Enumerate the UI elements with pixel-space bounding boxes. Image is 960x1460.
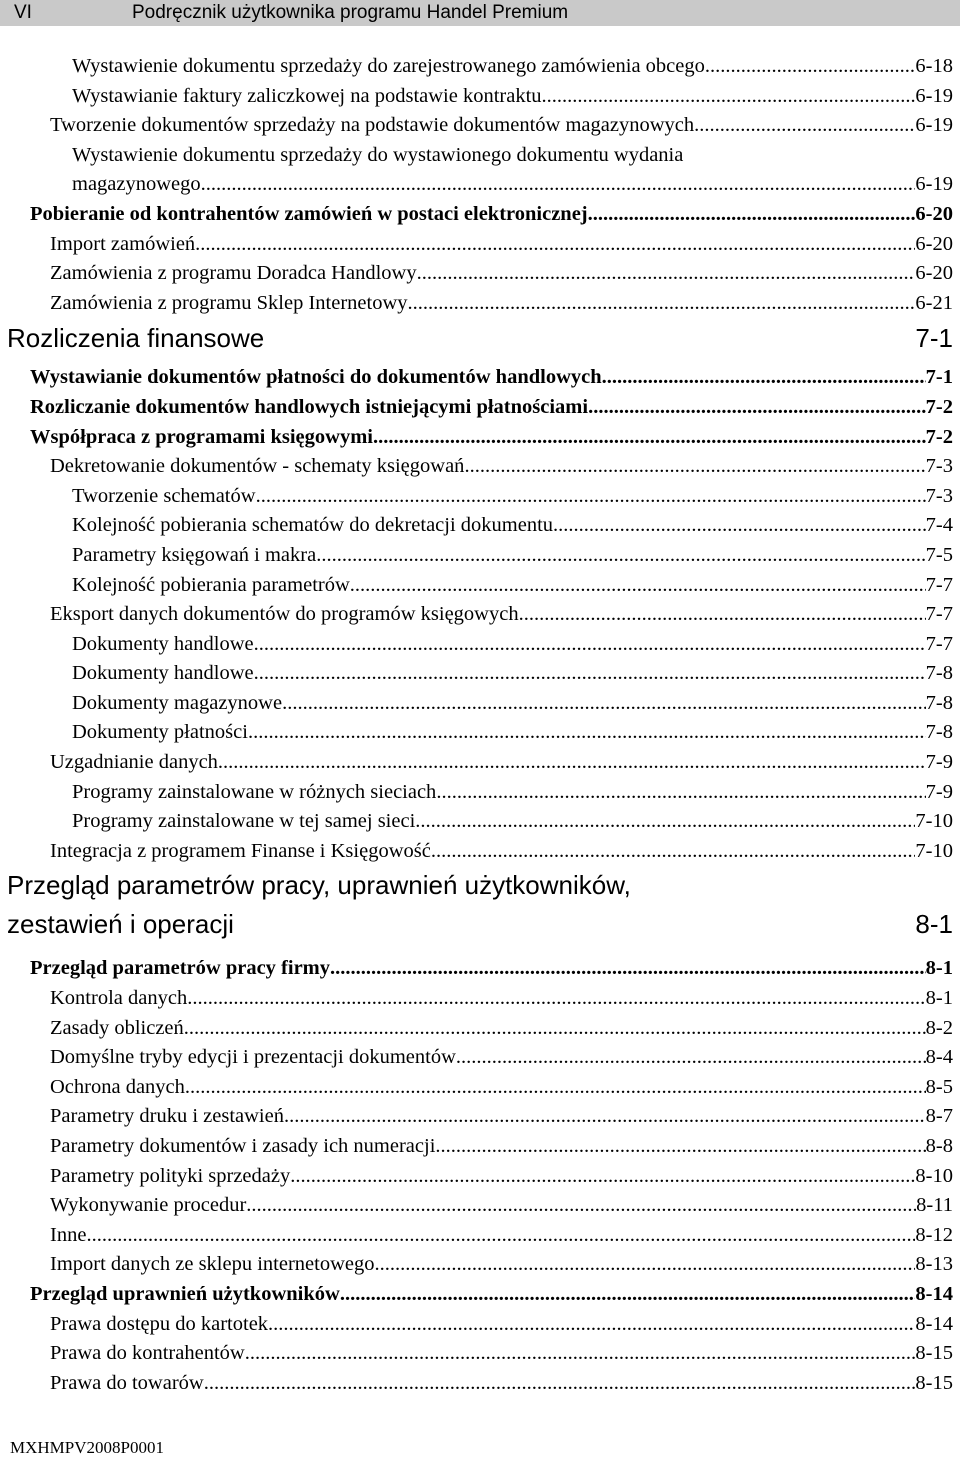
toc-entry[interactable] [0, 659, 960, 689]
toc-leader-dots [456, 1043, 926, 1073]
toc-entry-page: 7-7 [925, 603, 953, 626]
toc-leader-dots [417, 259, 916, 289]
toc-entry-title: Tworzenie dokumentów sprzedaży na podstawie dokumentów magazynowych [50, 114, 695, 137]
header-title: Podręcznik użytkownika programu Handel Premium [132, 2, 569, 23]
toc-entry-title: Dokumenty płatności [72, 721, 248, 744]
toc-entry-page: 8-2 [925, 1016, 953, 1039]
toc-section-page: 8-14 [915, 1282, 953, 1305]
toc-entry-title-line2: magazynowego [72, 173, 201, 196]
toc-entry-page: 6-21 [915, 291, 953, 314]
toc-entry[interactable] [0, 718, 960, 748]
toc-section[interactable] [0, 363, 960, 393]
toc-leader-dots [415, 807, 915, 837]
toc-entry-page: 8-5 [925, 1075, 953, 1098]
toc-section-title: Przegląd parametrów pracy firmy [30, 957, 330, 980]
toc-entry[interactable] [0, 600, 960, 630]
toc-entry-title: Prawa do kontrahentów [50, 1342, 245, 1365]
toc-entry-page: 6-20 [915, 262, 953, 285]
toc-entry-title: Wykonywanie procedur [50, 1194, 247, 1217]
toc-leader-dots [290, 1162, 915, 1192]
toc-entry-title: Parametry druku i zestawień [50, 1105, 284, 1128]
toc-leader-dots [284, 1102, 926, 1132]
toc-section-title: Pobieranie od kontrahentów zamówień w postaci elektronicznej [30, 202, 588, 225]
toc-section-title: Przegląd uprawnień użytkowników [30, 1282, 340, 1305]
toc-leader-dots [519, 600, 926, 630]
toc-entry-page: 7-7 [925, 573, 953, 596]
toc-section-title: Wystawianie dokumentów płatności do dokumentów handlowych [30, 366, 602, 389]
toc-entry-page: 8-12 [915, 1223, 953, 1246]
toc-entry-page: 6-19 [915, 114, 953, 137]
toc-entry[interactable] [0, 571, 960, 601]
toc-entry-page: 8-15 [915, 1371, 953, 1394]
toc-entry-title: Zasady obliczeń [50, 1016, 184, 1039]
toc-entry-title: Import danych ze sklepu internetowego [50, 1253, 375, 1276]
toc-entry-page: 6-19 [915, 84, 953, 107]
toc-leader-dots [248, 718, 926, 748]
toc-entry-title: Dokumenty handlowe [72, 632, 254, 655]
toc-entry-title: Ochrona danych [50, 1075, 185, 1098]
toc-entry-title: Domyślne tryby edycji i prezentacji dokumentów [50, 1046, 456, 1069]
toc-entry-page: 8-15 [915, 1342, 953, 1365]
table-of-contents [0, 52, 960, 1398]
toc-entry[interactable] [0, 1162, 960, 1192]
toc-entry-title: Programy zainstalowane w tej samej sieci [72, 810, 416, 833]
toc-entry[interactable] [0, 1369, 960, 1399]
toc-leader-dots [350, 571, 926, 601]
toc-entry[interactable] [0, 52, 960, 82]
toc-entry[interactable] [0, 837, 960, 867]
toc-entry[interactable] [0, 541, 960, 571]
toc-entry-title: Wystawianie faktury zaliczkowej na podstawie kontraktu [72, 84, 542, 107]
toc-leader-dots [374, 1250, 915, 1280]
toc-leader-dots [195, 230, 915, 260]
toc-entry[interactable] [0, 482, 960, 512]
toc-entry[interactable] [0, 807, 960, 837]
toc-entry-page: 6-18 [915, 55, 953, 77]
toc-leader-dots [602, 363, 926, 393]
toc-leader-dots [245, 1339, 916, 1369]
toc-entry-page: 8-8 [925, 1135, 953, 1157]
toc-entry-title: Import zamówień [50, 232, 196, 255]
toc-chapter-title-line2: zestawień i operacji [7, 909, 234, 940]
toc-leader-dots [254, 630, 926, 660]
toc-entry-page: 7-8 [925, 662, 953, 685]
toc-entry[interactable] [0, 111, 960, 141]
toc-entry[interactable] [0, 230, 960, 260]
toc-entry-title: Dokumenty handlowe [72, 662, 254, 685]
toc-leader-dots [187, 984, 925, 1014]
toc-leader-dots [588, 200, 916, 230]
toc-entry[interactable] [0, 689, 960, 719]
toc-entry-title-line1: Wystawienie dokumentu sprzedaży do wystawionego dokumentu wydania [72, 143, 684, 166]
toc-entry-page: 7-3 [925, 455, 953, 478]
toc-section-page: 6-20 [915, 202, 953, 225]
toc-entry-page: 8-7 [925, 1105, 953, 1128]
toc-chapter[interactable] [0, 318, 960, 363]
toc-entry-title: Parametry polityki sprzedaży [50, 1164, 291, 1187]
toc-chapter-page: 7-1 [915, 323, 953, 354]
toc-section-title: Współpraca z programami księgowymi [30, 425, 373, 448]
toc-chapter-title-line1: Przegląd parametrów pracy, uprawnień użytkowników, [7, 870, 631, 901]
toc-entry-page: 8-14 [915, 1312, 953, 1335]
toc-entry[interactable] [0, 1339, 960, 1369]
toc-entry-page: 7-3 [925, 484, 953, 507]
toc-section-title: Rozliczanie dokumentów handlowych istniejącymi płatnościami [30, 395, 589, 418]
toc-entry-page: 6-19 [915, 173, 953, 196]
toc-leader-dots [201, 170, 916, 200]
toc-entry-title: Zamówienia z programu Doradca Handlowy [50, 262, 417, 285]
toc-entry[interactable] [0, 1102, 960, 1132]
toc-entry[interactable] [0, 1073, 960, 1103]
toc-entry-title: Tworzenie schematów [72, 484, 256, 507]
toc-section-page: 7-2 [925, 395, 953, 418]
toc-leader-dots [282, 689, 926, 719]
toc-entry-page: 7-8 [925, 721, 953, 744]
toc-entry-page: 7-7 [925, 632, 953, 655]
toc-leader-dots [218, 748, 926, 778]
toc-section-page: 8-1 [925, 957, 953, 980]
toc-leader-dots [268, 1310, 915, 1340]
toc-entry[interactable] [0, 1043, 960, 1073]
toc-entry[interactable] [0, 170, 960, 200]
toc-leader-dots [542, 82, 916, 112]
toc-leader-dots [254, 659, 926, 689]
toc-entry-title: Wystawienie dokumentu sprzedaży do zarejestrowanego zamówienia obcego [72, 55, 705, 77]
toc-entry[interactable] [0, 778, 960, 808]
toc-section-page: 7-2 [925, 425, 953, 448]
toc-entry-title: Prawa do towarów [50, 1371, 204, 1394]
page-number: VI [14, 2, 32, 23]
toc-entry-title: Kolejność pobierania parametrów [72, 573, 350, 596]
toc-entry-page: 8-10 [915, 1164, 953, 1187]
toc-entry[interactable] [0, 1014, 960, 1044]
toc-entry-title: Parametry dokumentów i zasady ich numeracji [50, 1135, 436, 1157]
toc-entry[interactable] [0, 1132, 960, 1162]
toc-section[interactable] [0, 200, 960, 230]
footer-code: MXHMPV2008P0001 [10, 1438, 164, 1457]
toc-entry[interactable] [0, 289, 960, 319]
toc-section[interactable] [0, 393, 960, 423]
toc-chapter-title: Rozliczenia finansowe [7, 323, 265, 354]
toc-entry-title: Parametry księgowań i makra [72, 543, 317, 566]
toc-entry-title: Zamówienia z programu Sklep Internetowy [50, 291, 408, 314]
toc-entry[interactable] [0, 1191, 960, 1221]
toc-leader-dots [316, 541, 925, 571]
toc-entry[interactable] [0, 1310, 960, 1340]
toc-entry-title: Uzgadnianie danych [50, 751, 218, 774]
toc-entry[interactable] [0, 511, 960, 541]
toc-entry-title: Kolejność pobierania schematów do dekretacji dokumentu [72, 514, 554, 537]
toc-leader-dots [408, 289, 916, 319]
page-header [0, 0, 960, 26]
toc-entry-page: 7-4 [925, 514, 953, 537]
toc-leader-dots [436, 778, 925, 808]
toc-leader-dots [184, 1014, 926, 1044]
toc-leader-dots [185, 1073, 926, 1103]
toc-leader-dots [340, 1280, 916, 1310]
toc-entry[interactable] [0, 82, 960, 112]
toc-entry-title: Eksport danych dokumentów do programów księgowych [50, 603, 519, 626]
toc-leader-dots [705, 52, 916, 82]
toc-entry-page: 8-13 [915, 1253, 953, 1276]
toc-entry[interactable] [0, 259, 960, 289]
toc-chapter[interactable] [0, 904, 960, 954]
toc-entry-page: 7-9 [925, 751, 953, 774]
toc-entry-title: Prawa dostępu do kartotek [50, 1312, 269, 1335]
toc-entry-page: 7-10 [915, 839, 953, 862]
toc-entry-title: Dokumenty magazynowe [72, 691, 283, 714]
toc-leader-dots [553, 511, 926, 541]
toc-entry-page: 8-1 [925, 987, 953, 1010]
toc-chapter-line1[interactable] [0, 866, 960, 904]
toc-leader-dots [694, 111, 915, 141]
toc-entry[interactable] [0, 630, 960, 660]
toc-leader-dots [464, 452, 925, 482]
toc-section[interactable] [0, 954, 960, 984]
toc-leader-dots [86, 1221, 915, 1251]
toc-section[interactable] [0, 423, 960, 453]
toc-entry-title: Kontrola danych [50, 987, 188, 1010]
toc-entry-title: Programy zainstalowane w różnych sieciach [72, 780, 437, 803]
toc-leader-dots [246, 1191, 916, 1221]
toc-chapter-page: 8-1 [915, 909, 953, 940]
toc-entry[interactable] [0, 1221, 960, 1251]
toc-leader-dots [431, 837, 916, 867]
toc-entry-page: 7-10 [915, 810, 953, 833]
toc-entry-page: 8-4 [925, 1046, 953, 1069]
toc-entry[interactable] [0, 1250, 960, 1280]
toc-entry-title: Inne [50, 1223, 87, 1246]
toc-section-page: 7-1 [925, 366, 953, 389]
toc-entry[interactable] [0, 748, 960, 778]
toc-entry-page: 8-11 [916, 1194, 953, 1217]
toc-section[interactable] [0, 1280, 960, 1310]
toc-entry-page: 7-5 [925, 543, 953, 566]
toc-entry-title: Integracja z programem Finanse i Księgowość [50, 839, 431, 862]
toc-leader-dots [373, 423, 926, 453]
toc-entry-title: Dekretowanie dokumentów - schematy księgowań [50, 455, 465, 478]
toc-entry-wrapped-line[interactable] [0, 141, 960, 171]
toc-leader-dots [256, 482, 926, 512]
toc-entry[interactable] [0, 452, 960, 482]
toc-leader-dots [204, 1369, 916, 1399]
toc-entry-page: 6-20 [915, 232, 953, 255]
toc-entry[interactable] [0, 984, 960, 1014]
toc-entry-page: 7-9 [925, 780, 953, 803]
toc-leader-dots [330, 954, 926, 984]
toc-leader-dots [435, 1132, 925, 1162]
toc-leader-dots [588, 393, 926, 423]
toc-entry-page: 7-8 [925, 691, 953, 714]
